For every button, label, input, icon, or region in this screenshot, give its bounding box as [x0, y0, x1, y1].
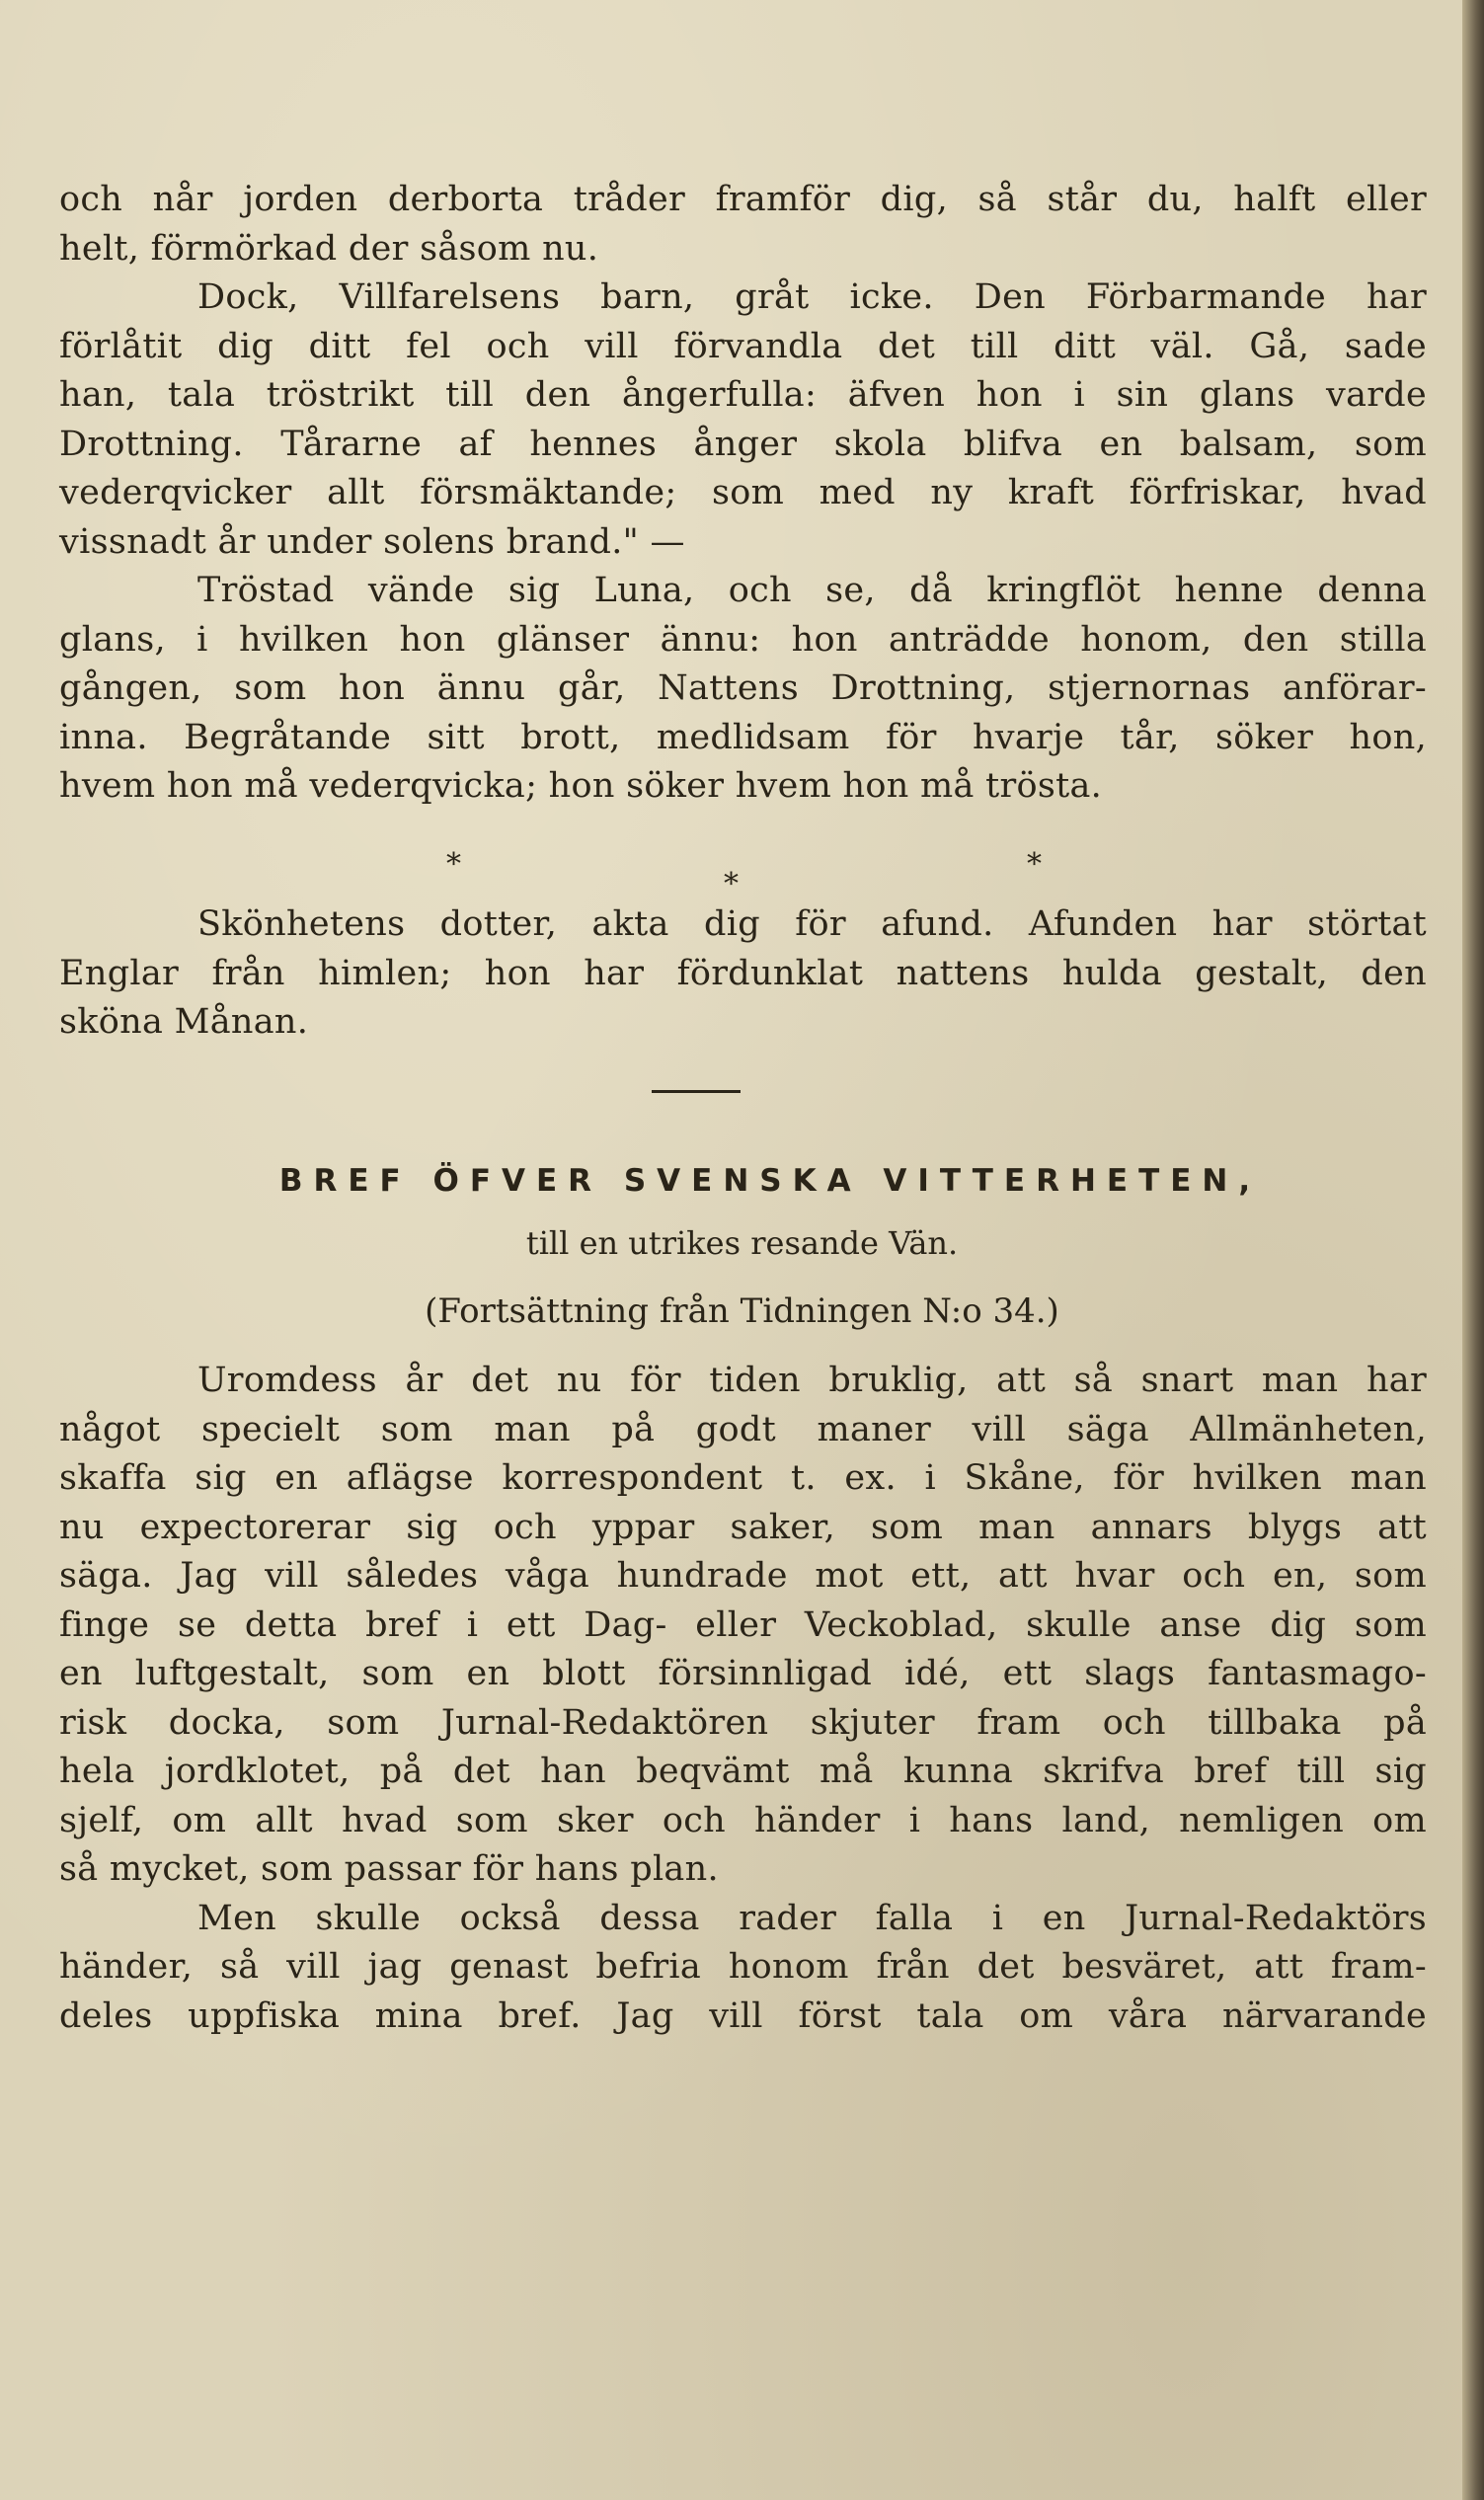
text-line: så mycket, som passar för hans plan.: [59, 1849, 719, 1889]
text-line: Uromdess år det nu för tiden bruklig, att så snart man har: [197, 1361, 1427, 1400]
text-line: helt, förmörkad der såsom nu.: [59, 228, 599, 269]
text-line: Tröstad vände sig Luna, och se, då kringflöt henne denna: [197, 571, 1427, 610]
text-line: en luftgestalt, som en blott försinnligad idé, ett slags fantasmago-: [59, 1654, 1427, 1693]
text-line: något specielt som man på godt maner vill säga Allmänheten,: [59, 1409, 1427, 1449]
article-continuation-note: (Fortsättning från Tidningen N:o 34.): [425, 1291, 1059, 1331]
text-line: och når jorden derborta tråder framför dig, så står du, halft eller: [59, 180, 1427, 219]
text-line: sjelf, om allt hvad som sker och händer i hans land, nemligen om: [59, 1800, 1427, 1840]
text-line: Men skulle också dessa rader falla i en Jurnal-Redaktörs: [197, 1898, 1427, 1938]
middle-paragraph: [59, 900, 1427, 1048]
separator-star: *: [446, 847, 461, 882]
text-line: sköna Månan.: [59, 1002, 309, 1042]
text-line: inna. Begråtande sitt brott, medlidsam för hvarje tår, söker hon,: [59, 717, 1427, 757]
text-line: Dock, Villfarelsens barn, gråt icke. Den Förbarmande har: [197, 277, 1427, 317]
top-paragraph: [59, 176, 1427, 812]
text-line: risk docka, som Jurnal-Redaktören skjuter fram och tillbaka på: [59, 1702, 1427, 1743]
text-line: han, tala tröstrikt till den ångerfulla: äfven hon i sin glans varde: [59, 375, 1427, 415]
article-body: [59, 1357, 1427, 2041]
text-line: hvem hon må vederqvicka; hon söker hvem hon må trösta.: [59, 766, 1103, 806]
text-line: Skönhetens dotter, akta dig för afund. Afunden har störtat: [197, 904, 1427, 944]
text-line: skaffa sig en aflägse korrespondent t. ex. i Skåne, för hvilken man: [59, 1458, 1427, 1498]
article-heading: BREF ÖFVER SVENSKA VITTERHETEN,: [278, 1163, 1262, 1199]
section-separator-stars: [0, 847, 1484, 906]
text-line: finge se detta bref i ett Dag- eller Veckoblad, skulle anse dig som: [59, 1604, 1427, 1645]
separator-star: *: [1027, 847, 1042, 882]
text-line: vissnadt år under solens brand." —: [59, 521, 685, 562]
text-line: Englar från himlen; hon har fördunklat nattens hulda gestalt, den: [59, 953, 1427, 993]
text-line: vederqvicker allt försmäktande; som med ny kraft förfriskar, hvad: [59, 473, 1427, 512]
text-line: hela jordklotet, på det han beqvämt må kunna skrifva bref till sig: [59, 1752, 1427, 1791]
section-rule: [652, 1090, 741, 1093]
text-line: glans, i hvilken hon glänser ännu: hon anträdde honom, den stilla: [59, 619, 1427, 660]
text-line: händer, så vill jag genast befria honom från det besväret, att fram-: [59, 1947, 1427, 1987]
text-line: säga. Jag vill således våga hundrade mot ett, att hvar och en, som: [59, 1556, 1427, 1596]
separator-star: *: [724, 867, 739, 901]
text-line: gången, som hon ännu går, Nattens Drottning, stjernornas anförar-: [59, 668, 1427, 708]
article-subheading: till en utrikes resande Vän.: [525, 1224, 959, 1262]
text-line: Drottning. Tårarne af hennes ånger skola blifva en balsam, som: [59, 424, 1427, 464]
text-line: nu expectorerar sig och yppar saker, som man annars blygs att: [59, 1507, 1427, 1547]
text-line: förlåtit dig ditt fel och vill förvandla det till ditt väl. Gå, sade: [59, 326, 1427, 366]
text-line: deles uppfiska mina bref. Jag vill först tala om våra närvarande: [59, 1995, 1427, 2036]
